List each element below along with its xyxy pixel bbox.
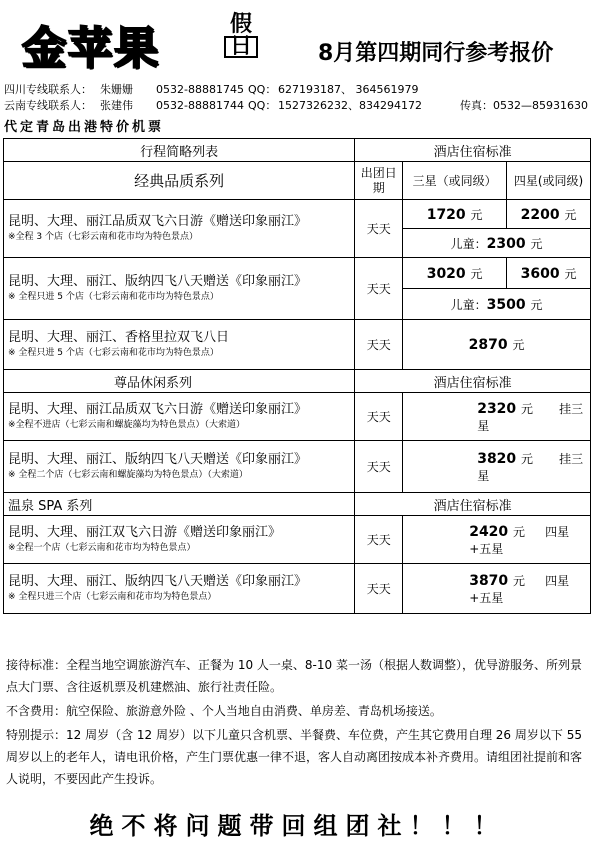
route-note: ※全程不进店（七彩云南和螺旋藻均为特色景点）（大索道） [8,420,246,430]
table-row [4,258,591,289]
route-cell [4,320,355,370]
route-cell [4,564,355,614]
classic-series-row [4,162,591,200]
contact-fax: 传真：0532—85931630 [460,99,588,112]
hotel-header: 酒店住宿标准 [355,493,591,516]
departure-cell: 天天 [355,258,403,320]
contact-phone: 0532-88881745 [156,83,244,96]
departure-cell: 天天 [355,441,403,493]
spa-series-title: 温泉 SPA 系列 [4,493,355,516]
price-cell: 2320 元 挂三星 [403,393,591,441]
route-title: 昆明、大理、丽江、香格里拉双飞八日 [8,330,230,345]
contact-qq: 1527326232、834294172 [278,99,422,112]
excluded-costs: 不含费用：航空保险、旅游意外险 、个人当地自由消费、单房差、青岛机场接送。 [6,704,442,718]
classic-series-title: 经典品质系列 [4,162,355,200]
contact-region: 四川专线联系人： [4,83,92,96]
spa-series-row [4,493,591,516]
hotel-standard: 四星+五星 [469,573,570,605]
route-note: ※ 全程只进三个店（七彩云南和花市均为特色景点） [8,592,217,602]
brand-logo: 金苹果 [22,23,160,74]
table-row [4,200,591,229]
table-row [4,441,591,493]
leisure-series-row [4,370,591,393]
contact-name: 朱姗姗 [100,83,133,96]
contact-row-sichuan [4,82,592,98]
route-note: ※全程一个店（七彩云南和花市均为特色景点） [8,543,196,553]
price-four-star: 2200 元 [507,200,591,229]
table-header-row [4,139,591,162]
price-cell: 3820 元 挂三星 [403,441,591,493]
logo-tag-top: 假 [229,12,252,37]
itinerary-header: 行程简略列表 [4,139,355,162]
route-note: ※ 全程只进 5 个店（七彩云南和花市均为特色景点） [8,348,219,358]
route-cell [4,258,355,320]
hotel-standard: 挂三星 [477,451,584,483]
route-title: 昆明、大理、丽江品质双飞六日游《赠送印象丽江》 [8,402,308,417]
contact-name: 张建伟 [100,99,133,112]
leisure-series-title: 尊品休闲系列 [4,370,355,393]
price-table [3,138,591,614]
contact-list [4,82,592,114]
three-star-header: 三星（或同级） [403,162,507,200]
departure-cell: 天天 [355,516,403,564]
contact-row-yunnan [4,98,592,114]
hotel-standard: 四星+五星 [469,524,570,556]
route-title: 昆明、大理、丽江品质双飞六日游《赠送印象丽江》 [8,214,308,229]
departure-cell: 天天 [355,564,403,614]
contact-qq-label: QQ： [248,99,277,112]
reception-standard: 接待标准：全程当地空调旅游汽车、正餐为 10 人一桌、8-10 菜一汤（根据人数调整），优导游服务、所列景点大门票、含往返机票及机建燃油、旅行社责任险。 [6,658,582,694]
route-title: 昆明、大理、丽江、版纳四飞八天赠送《印象丽江》 [8,574,308,589]
hotel-header: 酒店住宿标准 [355,370,591,393]
contact-phone: 0532-88881744 [156,99,244,112]
price-child: 儿童：3500 元 [403,289,591,320]
table-row [4,564,591,614]
table-row [4,516,591,564]
special-tips: 特别提示：12 周岁（含 12 周岁）以下儿童只含机票、半餐费、车位费，产生其它费用自理 26 周岁以下 55 周岁以上的老年人，请电讯价格，产生门票优惠一律不退，客人自动离团按成本补齐费用。请组团社提前和客人说明，不要因此产生投诉。 [6,728,583,786]
terms-section [6,654,590,792]
contact-qq: 627193187、 364561979 [278,83,419,96]
price-cell: 2420 元 四星+五星 [403,516,591,564]
route-title: 昆明、大理、丽江、版纳四飞八天赠送《印象丽江》 [8,274,308,289]
route-note: ※ 全程只进 5 个店（七彩云南和花市均为特色景点） [8,292,219,302]
route-cell [4,393,355,441]
ticket-agent-line: 代定青岛出港特价机票 [4,120,165,135]
four-star-header: 四星(或同级) [507,162,591,200]
table-row [4,393,591,441]
hotel-standard: 挂三星 [477,401,584,433]
contact-qq-label: QQ： [248,83,277,96]
page-title: 8月第四期同行参考报价 [318,41,554,66]
price-three-star: 3020 元 [403,258,507,289]
price-cell: 3870 元 四星+五星 [403,564,591,614]
table-row [4,320,591,370]
route-cell [4,516,355,564]
price-three-star: 1720 元 [403,200,507,229]
departure-cell: 天天 [355,320,403,370]
price-cell: 2870 元 [403,320,591,370]
logo-tag-bottom: 日 [224,36,258,58]
route-cell [4,441,355,493]
route-title: 昆明、大理、丽江、版纳四飞八天赠送《印象丽江》 [8,452,308,467]
brand-logo-tag [224,14,258,58]
price-four-star: 3600 元 [507,258,591,289]
slogan: 绝不将问题带回组团社！！！ [89,812,506,840]
route-note: ※全程 3 个店（七彩云南和花市均为特色景点） [8,232,198,242]
route-cell [4,200,355,258]
departure-cell: 天天 [355,200,403,258]
route-title: 昆明、大理、丽江双飞六日游《赠送印象丽江》 [8,525,282,540]
departure-header: 出团日期 [355,162,403,200]
hotel-header: 酒店住宿标准 [355,139,591,162]
departure-cell: 天天 [355,393,403,441]
route-note: ※ 全程二个店（七彩云南和螺旋藻均为特色景点）（大索道） [8,470,248,480]
price-child: 儿童：2300 元 [403,229,591,258]
header [0,0,595,80]
contact-region: 云南专线联系人： [4,99,92,112]
